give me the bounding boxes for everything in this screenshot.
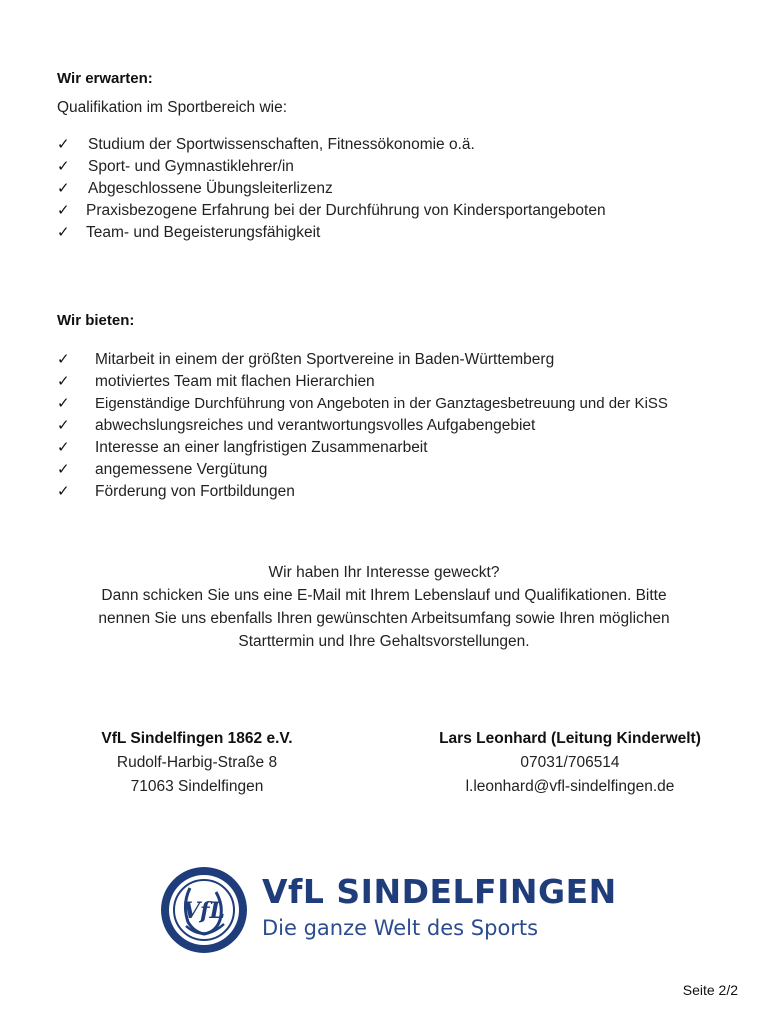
offer-list	[57, 349, 668, 503]
list-item: ✓ Mitarbeit in einem der größten Sportvereine in Baden-Württemberg	[57, 349, 668, 371]
list-item: ✓ Abgeschlossene Übungsleiterlizenz	[57, 178, 606, 200]
cta-line: nennen Sie uns ebenfalls Ihren gewünschten Arbeitsumfang sowie Ihren möglichen	[98, 610, 670, 627]
club-address	[72, 727, 322, 799]
checkmark-icon: ✓	[57, 461, 70, 478]
checkmark-icon: ✓	[57, 483, 70, 500]
contact-email[interactable]: l.leonhard@vfl-sindelfingen.de	[465, 778, 675, 795]
list-item: ✓ Förderung von Fortbildungen	[57, 481, 668, 503]
club-logo	[158, 864, 618, 956]
list-item: ✓ Team- und Begeisterungsfähigkeit	[57, 222, 606, 244]
checkmark-icon: ✓	[57, 136, 70, 153]
list-item: ✓ motiviertes Team mit flachen Hierarchien	[57, 371, 668, 393]
checkmark-icon: ✓	[57, 351, 70, 368]
club-street: Rudolf-Harbig-Straße 8	[116, 754, 278, 771]
club-name: VfL Sindelfingen 1862 e.V.	[101, 730, 293, 747]
list-item: ✓ angemessene Vergütung	[57, 459, 668, 481]
list-item: ✓ Eigenständige Durchführung von Angeboten in der Ganztagesbetreuung und der KiSS	[57, 393, 668, 415]
club-city: 71063 Sindelfingen	[130, 778, 264, 795]
checkmark-icon: ✓	[57, 417, 70, 434]
page-number: Seite 2/2	[682, 982, 738, 998]
list-item: ✓ Praxisbezogene Erfahrung bei der Durchführung von Kindersportangeboten	[57, 200, 606, 222]
checkmark-icon: ✓	[57, 180, 70, 197]
emblem-letters: VfL	[182, 898, 226, 924]
expect-intro: Qualifikation im Sportbereich wie:	[57, 99, 288, 116]
list-item: ✓ Sport- und Gymnastiklehrer/in	[57, 156, 606, 178]
expect-list	[57, 134, 606, 244]
offer-heading: Wir bieten:	[57, 312, 135, 329]
checkmark-icon: ✓	[57, 439, 70, 456]
checkmark-icon: ✓	[57, 202, 70, 219]
checkmark-icon: ✓	[57, 373, 70, 390]
contact-phone: 07031/706514	[520, 754, 620, 771]
call-to-action	[40, 561, 728, 653]
list-item: ✓ abwechslungsreiches und verantwortungsvolles Aufgabengebiet	[57, 415, 668, 437]
checkmark-icon: ✓	[57, 395, 70, 412]
brand-name: VfL SINDELFINGEN	[262, 872, 617, 911]
brand-slogan: Die ganze Welt des Sports	[262, 916, 539, 940]
list-item: ✓ Interesse an einer langfristigen Zusammenarbeit	[57, 437, 668, 459]
cta-line: Wir haben Ihr Interesse geweckt?	[268, 564, 500, 581]
cta-line: Starttermin und Ihre Gehaltsvorstellungen.	[238, 633, 530, 650]
club-emblem-icon	[158, 864, 250, 956]
checkmark-icon: ✓	[57, 158, 70, 175]
list-item: ✓ Studium der Sportwissenschaften, Fitnessökonomie o.ä.	[57, 134, 606, 156]
checkmark-icon: ✓	[57, 224, 70, 241]
contact-name: Lars Leonhard (Leitung Kinderwelt)	[439, 730, 701, 747]
expect-heading: Wir erwarten:	[57, 70, 153, 87]
contact-person	[420, 727, 720, 799]
cta-line: Dann schicken Sie uns eine E-Mail mit Ihrem Lebenslauf und Qualifikationen. Bitte	[101, 587, 667, 604]
